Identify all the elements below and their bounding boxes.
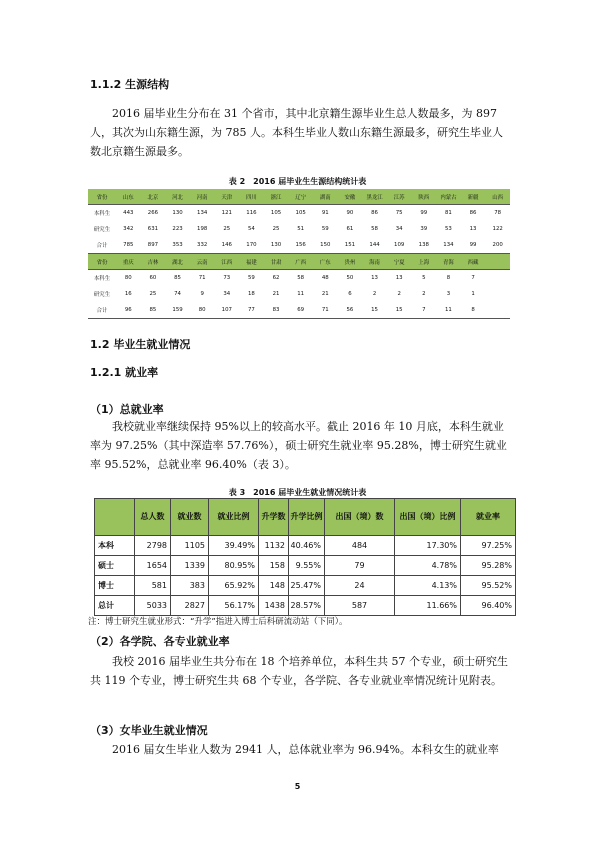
table3-header-cell: 总人数	[135, 499, 171, 536]
table3-cell: 5033	[135, 596, 171, 616]
table2-cell: 443	[116, 205, 141, 222]
table2-row-label: 合计	[88, 302, 116, 319]
table2-cell: 59	[321, 226, 329, 232]
table3-cell: 1339	[171, 556, 209, 576]
table2-cell: 86	[362, 205, 387, 222]
table3-cell: 80.95%	[209, 556, 259, 576]
table2-header-cell: 青海	[436, 254, 461, 270]
table2-header-cell: 浙江	[264, 189, 289, 205]
table2-cell: 332	[190, 237, 215, 254]
table2-cell: 785	[116, 237, 141, 254]
table3-cell: 39.49%	[209, 536, 259, 556]
table2-cell: 80	[116, 270, 141, 287]
table3-cell: 9.55%	[289, 556, 325, 576]
table2-cell: 80	[190, 302, 215, 319]
table2-cell: 151	[338, 237, 363, 254]
table2-header-cell: 宁夏	[387, 254, 412, 270]
section-heading-1-2: 1.2 毕业生就业情况	[90, 338, 191, 351]
table3-row-label: 本科	[95, 536, 135, 556]
table2-cell: 81	[436, 205, 461, 222]
table3-cell: 587	[325, 596, 395, 616]
table2-cell: 3	[446, 291, 451, 297]
table2-cell: 198	[197, 226, 208, 232]
table2-row-label: 本科生	[88, 270, 116, 287]
table2-header-cell: 湖南	[313, 189, 338, 205]
table2-header-cell: 北京	[141, 189, 166, 205]
table2-cell: 121	[215, 205, 240, 222]
table2-header-cell: 河北	[165, 189, 190, 205]
table3-row	[95, 596, 516, 616]
table2-row	[88, 221, 510, 237]
table2-header-cell: 甘肃	[264, 254, 289, 270]
table2-cell: 8	[436, 270, 461, 287]
table2-cell: 2	[372, 291, 377, 297]
table2-header-cell: 江西	[215, 254, 240, 270]
table2-header-cell: 贵州	[338, 254, 363, 270]
table2-cell	[485, 302, 510, 319]
table2-cell: 138	[412, 237, 437, 254]
table2-cell: 631	[147, 226, 159, 232]
table2-cell: 342	[123, 226, 134, 232]
table2-cell: 25	[223, 226, 231, 232]
table2-cell: 53	[445, 226, 452, 232]
paragraph-female-graduates: 2016 届女生毕业人数为 2941 人，总体就业率为 96.94%。本科女生的就业率	[112, 743, 499, 756]
table2-cell: 62	[264, 270, 289, 287]
table2-cell: 25	[149, 291, 157, 297]
table2-row	[88, 237, 510, 254]
table3-cell: 97.25%	[461, 536, 516, 556]
table3-header-cell: 升学比例	[289, 499, 325, 536]
table2-cell: 58	[288, 270, 313, 287]
table2-cell: 144	[362, 237, 387, 254]
table2-header-cell: 广西	[288, 254, 313, 270]
table3-row-label: 博士	[95, 576, 135, 596]
table2-cell: 91	[313, 205, 338, 222]
table3-cell: 581	[135, 576, 171, 596]
table2-header-cell: 天津	[215, 189, 240, 205]
table2-cell: 11	[436, 302, 461, 319]
table3-cell: 484	[325, 536, 395, 556]
table2-cell: 130	[165, 205, 190, 222]
table2-row	[88, 205, 510, 222]
table2-cell: 1	[471, 291, 475, 297]
table3-header-cell: 出国（境）数	[325, 499, 395, 536]
table2-cell: 6	[348, 291, 352, 297]
table2-cell	[485, 286, 510, 302]
table2-cell: 75	[387, 205, 412, 222]
table2-cell: 71	[190, 270, 215, 287]
table2-header-cell: 陕西	[412, 189, 437, 205]
table2-cell: 13	[362, 270, 387, 287]
table2-header-cell: 河南	[190, 189, 215, 205]
table2-cell: 18	[248, 291, 255, 297]
table2-cell: 21	[272, 291, 280, 297]
table3-header-cell: 就业比例	[209, 499, 259, 536]
table2-cell: 77	[239, 302, 264, 319]
paragraph-college-major-rate: 我校 2016 届毕业生共分布在 18 个培养单位，本科生共 57 个专业，硕士研究生共 119 个专业，博士研究生共 68 个专业，各学院、各专业就业率情况统计见附表。	[90, 655, 508, 687]
table2-cell: 15	[387, 302, 412, 319]
table2-header-cell: 福建	[239, 254, 264, 270]
table2-row-label: 研究生	[93, 292, 111, 298]
table3-header-cell: 升学数	[259, 499, 289, 536]
table2-cell: 200	[485, 237, 510, 254]
table2-header-row	[88, 254, 510, 270]
table2-cell: 2	[397, 291, 401, 297]
table2-cell: 16	[124, 291, 132, 297]
table2-row-label: 本科生	[88, 205, 116, 222]
table2-cell: 2	[422, 291, 426, 297]
table3-cell: 383	[171, 576, 209, 596]
table3-caption: 表 3 2016 届毕业生就业情况统计表	[228, 488, 367, 497]
table2-cell: 7	[412, 302, 437, 319]
table3-cell: 65.92%	[209, 576, 259, 596]
table2-cell: 159	[165, 302, 190, 319]
subheading-college-major-rate: （2）各学院、各专业就业率	[90, 635, 230, 648]
table3-row-label: 总计	[95, 596, 135, 616]
table3-employment	[94, 498, 516, 616]
table2-header-cell: 省份	[88, 189, 116, 205]
table3-row	[95, 536, 516, 556]
table2-cell: 11	[297, 291, 305, 297]
table3-cell: 1105	[171, 536, 209, 556]
table2-cell: 74	[174, 291, 181, 297]
table2-row	[88, 302, 510, 319]
table2-cell: 8	[461, 302, 486, 319]
table2-header-cell: 海南	[362, 254, 387, 270]
table2-header-cell: 辽宁	[288, 189, 313, 205]
section-heading-1-1-2: 1.1.2 生源结构	[90, 78, 170, 91]
table2-cell: 60	[141, 270, 166, 287]
table2-header-cell: 新疆	[461, 189, 486, 205]
table3-cell: 1132	[259, 536, 289, 556]
table3-cell: 1438	[259, 596, 289, 616]
table2-cell: 86	[461, 205, 486, 222]
table3-cell: 56.17%	[209, 596, 259, 616]
table2-cell: 51	[297, 226, 305, 232]
table3-cell: 95.28%	[461, 556, 516, 576]
table3-cell: 24	[325, 576, 395, 596]
table2-header-cell: 广东	[313, 254, 338, 270]
table2-cell: 48	[313, 270, 338, 287]
table2-cell: 50	[338, 270, 363, 287]
table2-part1	[88, 189, 510, 254]
table3-cell: 158	[259, 556, 289, 576]
table3-cell: 95.52%	[461, 576, 516, 596]
table3-header-row	[95, 499, 516, 536]
table3-cell: 2798	[135, 536, 171, 556]
table2-cell: 85	[141, 302, 166, 319]
table2-cell: 105	[264, 205, 289, 222]
table2-header-cell: 西藏	[461, 254, 486, 270]
table2-header-cell: 四川	[239, 189, 264, 205]
table2-row	[88, 270, 510, 287]
table2-cell: 96	[116, 302, 141, 319]
table3-row-label: 硕士	[95, 556, 135, 576]
table2-cell: 58	[371, 226, 378, 232]
table2-cell: 5	[412, 270, 437, 287]
table2-cell: 90	[338, 205, 363, 222]
table2-part2	[88, 254, 510, 319]
table2-header-cell: 山西	[485, 189, 510, 205]
table3-cell: 79	[325, 556, 395, 576]
table3-cell: 28.57%	[289, 596, 325, 616]
table2-header-cell	[485, 254, 510, 270]
table2-cell: 105	[288, 205, 313, 222]
table3-cell: 11.66%	[395, 596, 461, 616]
table2-cell: 15	[362, 302, 387, 319]
table2-caption: 表 2 2016 届毕业生生源结构统计表	[228, 177, 367, 186]
table2-cell: 71	[313, 302, 338, 319]
table2-cell: 9	[200, 291, 204, 297]
table3-cell: 1654	[135, 556, 171, 576]
table2-header-cell: 江苏	[387, 189, 412, 205]
table2-cell: 25	[272, 226, 280, 232]
table2-cell: 78	[485, 205, 510, 222]
table2-row	[88, 286, 510, 302]
table2-cell: 150	[313, 237, 338, 254]
subheading-total-employment: （1）总就业率	[90, 403, 164, 416]
table3-note: 注：博士研究生就业形式：“升学”指进入博士后科研流动站（下同）。	[88, 617, 348, 627]
table2-cell: 85	[165, 270, 190, 287]
table2-cell: 134	[190, 205, 215, 222]
table2-cell: 107	[215, 302, 240, 319]
table3-header-cell: 出国（境）比例	[395, 499, 461, 536]
table3-cell: 25.47%	[289, 576, 325, 596]
table3-header-cell: 就业数	[171, 499, 209, 536]
table2-cell: 134	[436, 237, 461, 254]
table2-cell: 61	[346, 226, 354, 232]
table2-cell: 59	[239, 270, 264, 287]
table2-cell: 21	[321, 291, 329, 297]
table2-cell: 109	[387, 237, 412, 254]
table3-header-cell	[95, 499, 135, 536]
table2-cell: 83	[264, 302, 289, 319]
table2-cell: 156	[288, 237, 313, 254]
table2-header-cell: 云南	[190, 254, 215, 270]
table3-cell: 40.46%	[289, 536, 325, 556]
table2-cell: 13	[469, 226, 477, 232]
table3-cell: 4.13%	[395, 576, 461, 596]
table2-header-cell: 湖北	[165, 254, 190, 270]
table2-cell: 13	[387, 270, 412, 287]
subheading-female-graduates: （3）女毕业生就业情况	[90, 724, 208, 737]
table2-cell: 69	[288, 302, 313, 319]
table2-cell: 39	[420, 226, 428, 232]
table2-cell: 122	[492, 226, 503, 232]
table2-cell: 34	[223, 291, 231, 297]
table2-cell: 266	[141, 205, 166, 222]
table3-cell: 148	[259, 576, 289, 596]
table2-cell	[485, 270, 510, 287]
table3-cell: 17.30%	[395, 536, 461, 556]
table3-cell: 4.78%	[395, 556, 461, 576]
table2-cell: 116	[239, 205, 264, 222]
table2-cell: 353	[165, 237, 190, 254]
page-number: 5	[294, 782, 301, 791]
table2-header-row	[88, 189, 510, 205]
paragraph-total-employment: 我校就业率继续保持 95%以上的较高水平。截止 2016 年 10 月底，本科生就业率为 97.25%（其中深造率 57.76%），硕士研究生就业率 95.28%，博士研究生就业率 95.52%，总就业率 96.40%（表 3）。	[90, 420, 507, 471]
table2-header-cell: 上海	[412, 254, 437, 270]
table2-cell: 54	[248, 226, 255, 232]
table2-header-cell: 重庆	[116, 254, 141, 270]
table2-cell: 99	[461, 237, 486, 254]
table2-cell: 146	[215, 237, 240, 254]
table2-cell: 130	[264, 237, 289, 254]
table2-header-cell: 内蒙古	[436, 189, 461, 205]
table2-row-label: 合计	[88, 237, 116, 254]
paragraph-source-structure: 2016 届毕业生分布在 31 个省市，其中北京籍生源毕业生总人数最多，为 897 人，其次为山东籍生源，为 785 人。本科生毕业人数山东籍生源最多，研究生毕业人数北京籍生源最多。	[90, 107, 503, 158]
table2-header-cell: 黑龙江	[362, 189, 387, 205]
table2-row-label: 研究生	[93, 227, 111, 233]
table2-cell: 99	[412, 205, 437, 222]
table2-cell: 223	[172, 226, 183, 232]
table2-cell: 7	[461, 270, 486, 287]
table2-cell: 897	[141, 237, 166, 254]
table2-header-cell: 吉林	[141, 254, 166, 270]
table3-cell: 96.40%	[461, 596, 516, 616]
table3-header-cell: 就业率	[461, 499, 516, 536]
table2-header-cell: 省份	[88, 254, 116, 270]
table2-header-cell: 安徽	[338, 189, 363, 205]
table3-row	[95, 556, 516, 576]
table2-cell: 170	[239, 237, 264, 254]
section-heading-1-2-1: 1.2.1 就业率	[90, 366, 159, 379]
table3-cell: 2827	[171, 596, 209, 616]
table2-cell: 73	[215, 270, 240, 287]
table2-cell: 56	[338, 302, 363, 319]
table2-cell: 34	[395, 226, 403, 232]
table2-header-cell: 山东	[116, 189, 141, 205]
table3-row	[95, 576, 516, 596]
